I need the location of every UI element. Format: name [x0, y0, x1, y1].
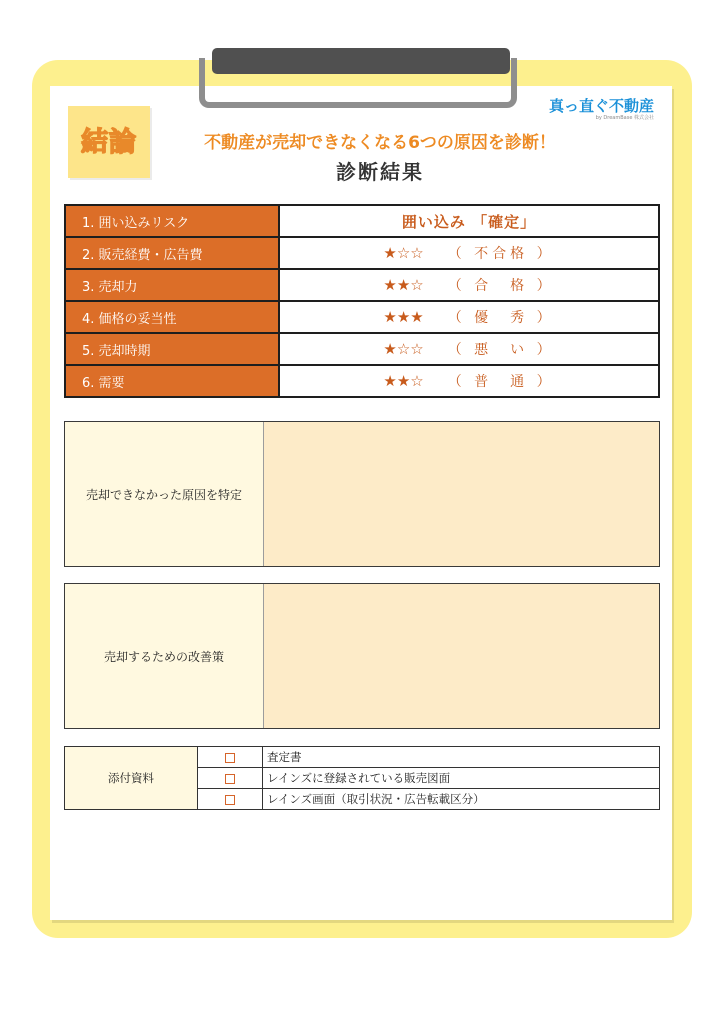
checkbox-icon	[225, 753, 235, 763]
attachment-checkbox[interactable]	[198, 789, 263, 810]
star-rating: ★★★	[383, 308, 424, 326]
diagnosis-row	[65, 269, 659, 301]
clipboard-clip-bar	[212, 48, 510, 74]
improvement-label: 売却するための改善策	[65, 584, 264, 728]
attachment-item: 査定書	[263, 747, 660, 768]
rating-text: （ 優 秀 ）	[447, 310, 555, 326]
cause-label: 売却できなかった原因を特定	[65, 422, 264, 566]
diagnosis-row	[65, 333, 659, 365]
attachment-checkbox[interactable]	[198, 768, 263, 789]
diagnosis-value	[279, 205, 659, 237]
conclusion-badge-text: 結論	[81, 127, 137, 158]
attachment-item: レインズ画面（取引状況・広告転載区分）	[263, 789, 660, 810]
diagnosis-label: 6. 需要	[65, 365, 279, 397]
logo-subtitle: by DreamBase 株式会社	[595, 115, 654, 121]
diagnosis-value	[279, 333, 659, 365]
checkbox-icon	[225, 774, 235, 784]
diagnosis-label: 1. 囲い込みリスク	[65, 205, 279, 237]
rating-text: （ 不合格 ）	[447, 246, 555, 262]
attachments-table	[64, 746, 660, 810]
attachment-row	[65, 747, 660, 768]
diagnosis-value	[279, 365, 659, 397]
diagnosis-value	[279, 269, 659, 301]
diagnosis-headline: 不動産が売却できなくなる6つの原因を診断！	[204, 133, 556, 153]
attachments-label: 添付資料	[65, 747, 198, 810]
star-rating: ★★☆	[383, 372, 424, 390]
logo-title: 真っ直ぐ不動産	[548, 97, 654, 115]
diagnosis-label: 4. 価格の妥当性	[65, 301, 279, 333]
diagnosis-value	[279, 301, 659, 333]
rating-text: （ 普 通 ）	[447, 374, 555, 390]
company-logo	[546, 98, 654, 122]
improvement-section	[64, 583, 660, 729]
diagnosis-label: 3. 売却力	[65, 269, 279, 301]
diagnosis-row	[65, 301, 659, 333]
attachment-checkbox[interactable]	[198, 747, 263, 768]
diagnosis-row	[65, 365, 659, 397]
cause-input-area[interactable]	[264, 422, 659, 566]
diagnosis-label: 5. 売却時期	[65, 333, 279, 365]
rating-text: （ 合 格 ）	[447, 278, 555, 294]
checkbox-icon	[225, 795, 235, 805]
diagnosis-value	[279, 237, 659, 269]
page-title: 診断結果	[336, 160, 424, 184]
enclosure-result: 囲い込み 「確定」	[401, 212, 537, 231]
attachment-item: レインズに登録されている販売図面	[263, 768, 660, 789]
improvement-input-area[interactable]	[264, 584, 659, 728]
diagnosis-table	[64, 204, 660, 398]
star-rating: ★☆☆	[383, 244, 424, 262]
diagnosis-row	[65, 237, 659, 269]
star-rating: ★★☆	[383, 276, 424, 294]
star-rating: ★☆☆	[383, 340, 424, 358]
diagnosis-label: 2. 販売経費・広告費	[65, 237, 279, 269]
diagnosis-row	[65, 205, 659, 237]
conclusion-badge	[68, 106, 150, 178]
cause-section	[64, 421, 660, 567]
rating-text: （ 悪 い ）	[447, 342, 555, 358]
